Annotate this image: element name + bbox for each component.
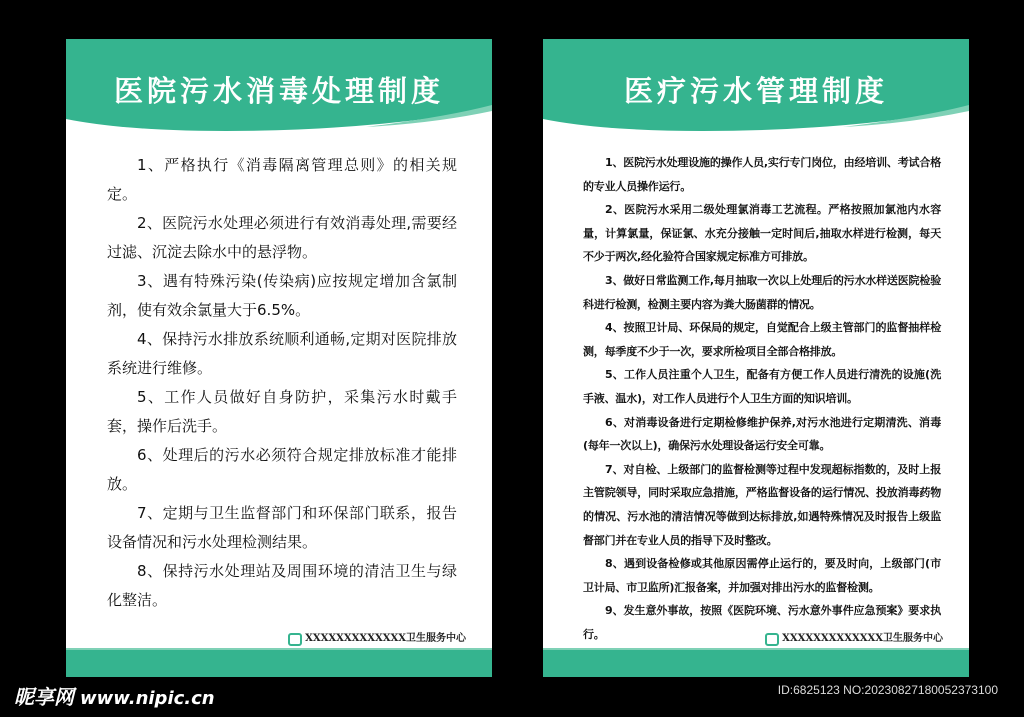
rules-list bbox=[583, 151, 941, 646]
footer-bar bbox=[66, 648, 492, 677]
rule-item: 6、处理后的污水必须符合规定排放标准才能排放。 bbox=[107, 446, 457, 493]
poster-sewage-management bbox=[543, 39, 969, 677]
organization-label: XXXXXXXXXXXXX卫生服务中心 bbox=[765, 632, 943, 646]
rule-item: 7、定期与卫生监督部门和环保部门联系，报告设备情况和污水处理检测结果。 bbox=[107, 504, 457, 551]
rules-list bbox=[107, 151, 457, 615]
poster-sewage-disinfection bbox=[66, 39, 492, 677]
rule-item: 9、发生意外事故，按照《医院环境、污水意外事件应急预案》要求执行。 bbox=[583, 604, 941, 641]
rule-item: 2、医院污水采用二级处理氯消毒工艺流程。严格按照加氯池内水容量，计算氯量，保证氯、水充分接触一定时间后,抽取水样进行检测，每天不少于两次,经化验符合国家规定标准方可排放。 bbox=[583, 203, 941, 264]
poster-title: 医院污水消毒处理制度 bbox=[113, 74, 444, 108]
rule-item: 8、保持污水处理站及周围环境的清洁卫生与绿化整洁。 bbox=[107, 562, 457, 609]
rule-item: 5、工作人员做好自身防护，采集污水时戴手套，操作后洗手。 bbox=[107, 388, 457, 435]
rule-item: 8、遇到设备检修或其他原因需停止运行的，要及时向，上级部门(市卫计局、市卫监所)汇报备案，并加强对排出污水的监督检测。 bbox=[583, 557, 941, 594]
footer-bar bbox=[543, 648, 969, 677]
rule-item: 7、对自检、上级部门的监督检测等过程中发现超标指数的，及时上报主管院领导，同时采取应急措施，严格监督设备的运行情况、投放消毒药物的情况、污水池的清洁情况等做到达标排放,如遇特殊情况及时报告上级监督部门并在专业人员的指导下及时整改。 bbox=[583, 462, 941, 547]
watermark-id: ID:6825123 NO:20230827180052373100 bbox=[777, 683, 998, 697]
organization-logo-icon bbox=[288, 633, 302, 646]
rule-item: 4、按照卫计局、环保局的规定，自觉配合上级主管部门的监督抽样检测，每季度不少于一次，要求所检项目全部合格排放。 bbox=[583, 321, 941, 358]
watermark-brand: 昵享网 www.nipic.cn bbox=[14, 685, 215, 709]
organization-label: XXXXXXXXXXXXX卫生服务中心 bbox=[288, 632, 466, 646]
rule-item: 1、严格执行《消毒隔离管理总则》的相关规定。 bbox=[107, 156, 457, 203]
rule-item: 2、医院污水处理必须进行有效消毒处理,需要经过滤、沉淀去除水中的悬浮物。 bbox=[107, 214, 457, 261]
poster-title: 医疗污水管理制度 bbox=[623, 74, 888, 108]
rule-item: 6、对消毒设备进行定期检修维护保养,对污水池进行定期清洗、消毒(每年一次以上)，确保污水处理设备运行安全可靠。 bbox=[583, 415, 941, 453]
rule-item: 4、保持污水排放系统顺利通畅,定期对医院排放系统进行维修。 bbox=[107, 330, 457, 377]
rule-item: 3、遇有特殊污染(传染病)应按规定增加含氯制剂，使有效余氯量大于6.5%。 bbox=[107, 272, 457, 319]
watermark-url: www.nipic.cn bbox=[80, 688, 215, 709]
rule-item: 5、工作人员注重个人卫生，配备有方便工作人员进行清洗的设施(洗手液、温水)，对工作人员进行个人卫生方面的知识培训。 bbox=[583, 368, 941, 405]
organization-logo-icon bbox=[765, 633, 779, 646]
rule-item: 3、做好日常监测工作,每月抽取一次以上处理后的污水水样送医院检验科进行检测，检测主要内容为粪大肠菌群的情况。 bbox=[583, 273, 941, 311]
rule-item: 1、医院污水处理设施的操作人员,实行专门岗位，由经培训、考试合格的专业人员操作运行。 bbox=[583, 156, 941, 193]
